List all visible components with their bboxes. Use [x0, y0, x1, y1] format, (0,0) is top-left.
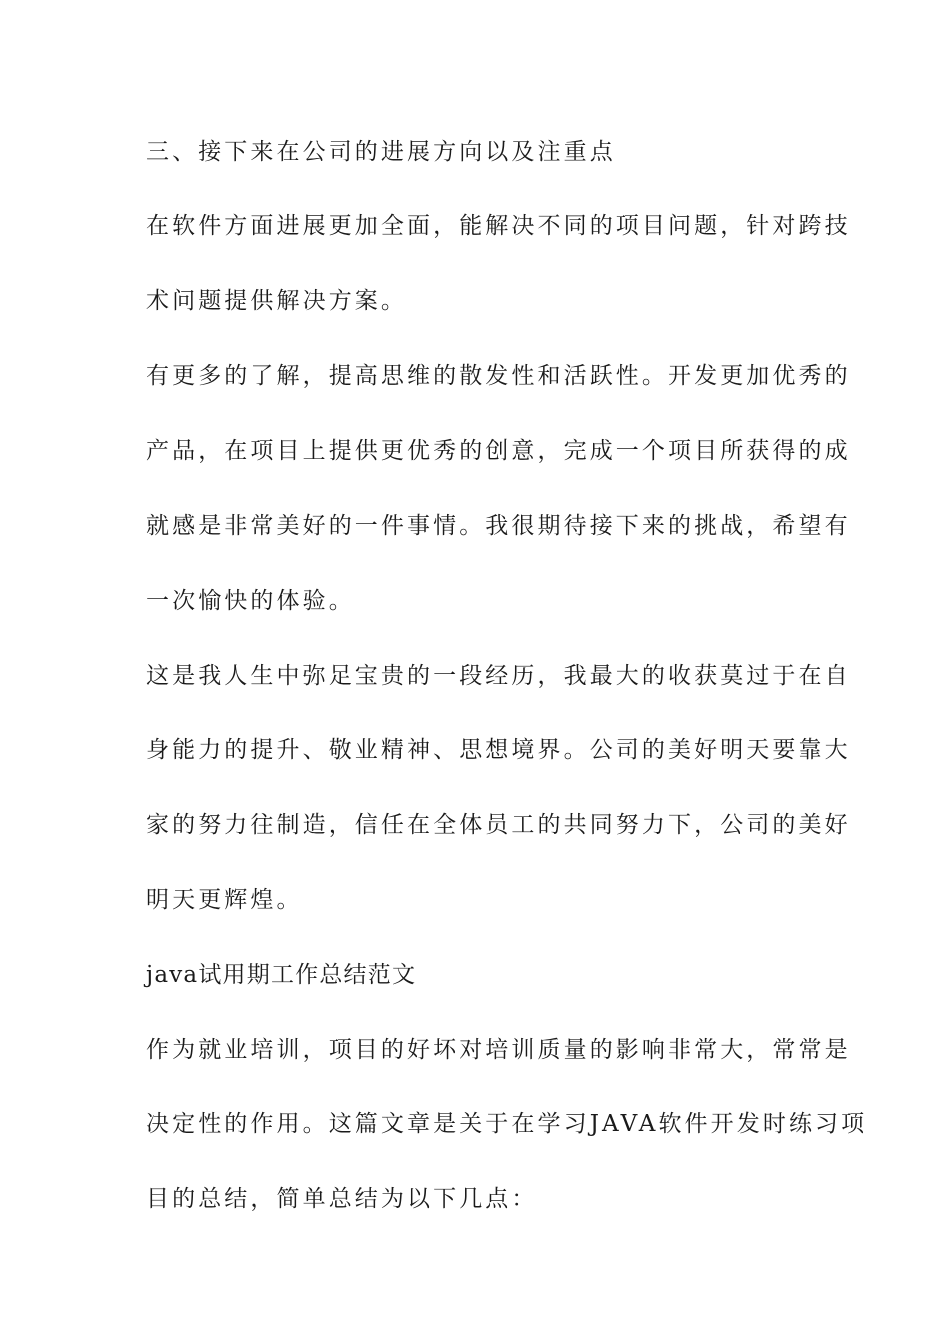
paragraph-line: 明天更辉煌。 — [146, 887, 303, 913]
paragraph-line: 就感是非常美好的一件事情。我很期待接下来的挑战，希望有 — [146, 513, 851, 539]
paragraph-line: 决定性的作用。这篇文章是关于在学习JAVA软件开发时练习项 — [146, 1111, 868, 1137]
paragraph-line: 在软件方面进展更加全面，能解决不同的项目问题，针对跨技 — [146, 213, 851, 239]
paragraph-line: 家的努力往制造，信任在全体员工的共同努力下，公司的美好 — [146, 812, 851, 838]
paragraph-line: 作为就业培训，项目的好坏对培训质量的影响非常大，常常是 — [146, 1037, 851, 1063]
section-heading: 三、接下来在公司的进展方向以及注重点 — [146, 139, 616, 165]
article-title: java试用期工作总结范文 — [146, 962, 417, 988]
paragraph-line: 术问题提供解决方案。 — [146, 288, 407, 314]
paragraph-line: 有更多的了解，提高思维的散发性和活跃性。开发更加优秀的 — [146, 363, 851, 389]
paragraph-line: 身能力的提升、敬业精神、思想境界。公司的美好明天要靠大 — [146, 737, 851, 763]
paragraph-line: 产品，在项目上提供更优秀的创意，完成一个项目所获得的成 — [146, 438, 851, 464]
paragraph-line: 目的总结，简单总结为以下几点： — [146, 1186, 538, 1212]
paragraph-line: 一次愉快的体验。 — [146, 588, 355, 614]
paragraph-line: 这是我人生中弥足宝贵的一段经历，我最大的收获莫过于在自 — [146, 663, 851, 689]
